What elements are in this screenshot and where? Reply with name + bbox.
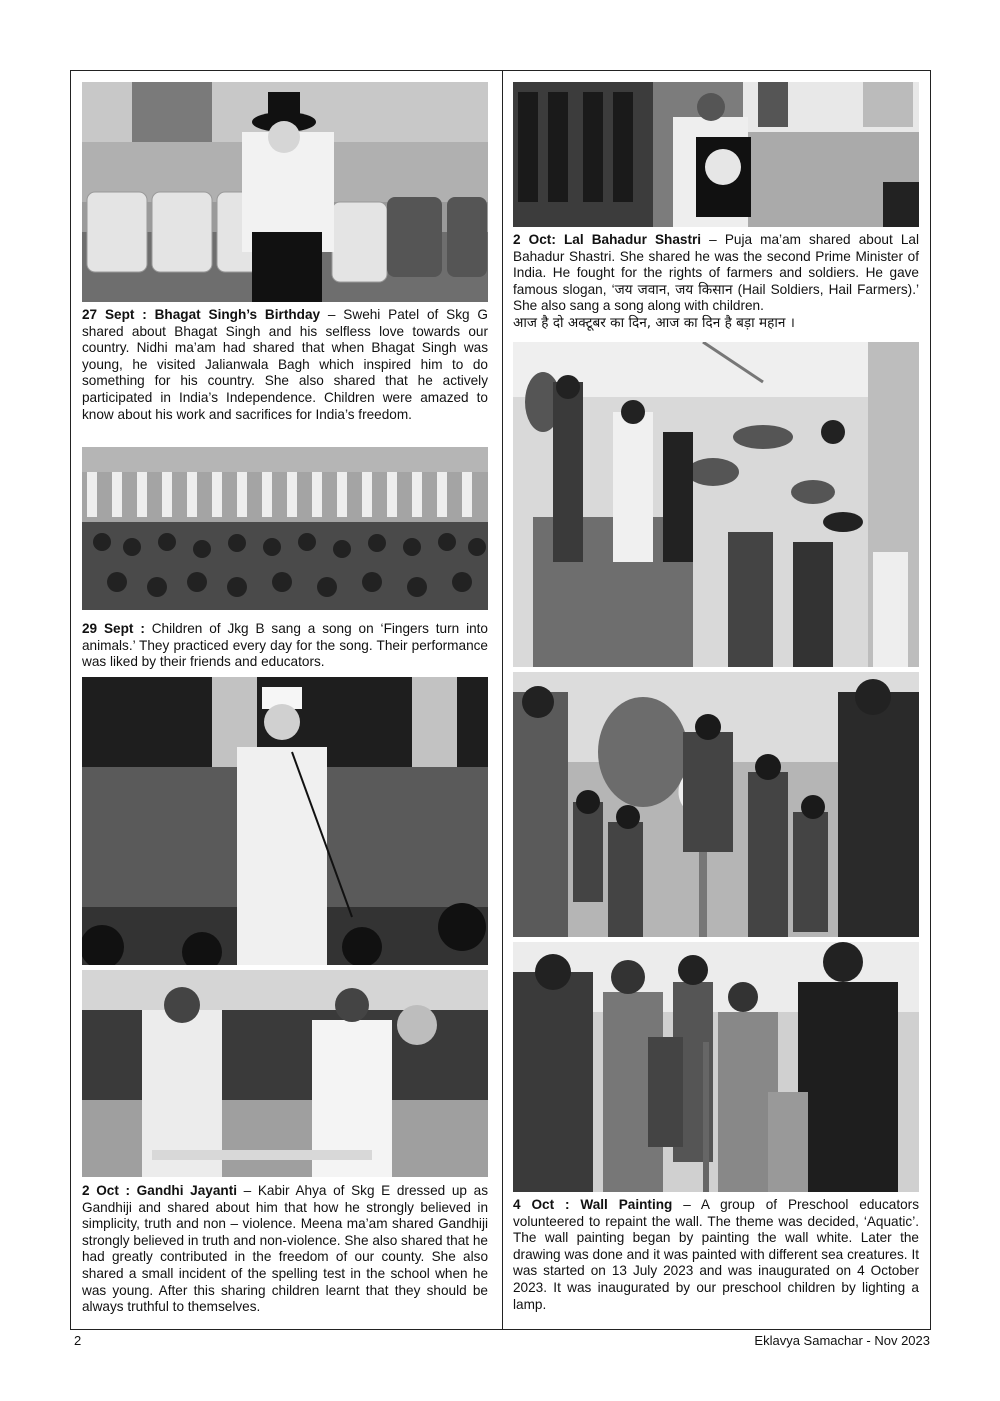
photo-shastri-portrait [513, 82, 919, 227]
page-number: 2 [74, 1333, 82, 1348]
caption-shastri-title: 2 Oct: Lal Bahadur Shastri [513, 232, 702, 247]
photo-jkg-song [82, 447, 488, 610]
photo-gandhi-child [82, 677, 488, 965]
caption-gandhi-jayanti-title: 2 Oct : Gandhi Jayanti [82, 1183, 237, 1198]
photo-gandhi-jayanti-educators [82, 970, 488, 1177]
photo-wall-painting [513, 342, 919, 667]
footer-publication: Eklavya Samachar - Nov 2023 [754, 1333, 930, 1348]
caption-jkg-song [82, 621, 488, 671]
caption-bhagat-singh-title: 27 Sept : Bhagat Singh’s Birthday [82, 307, 321, 322]
photo-bhagat-singh-child [82, 82, 488, 302]
caption-wall-painting [513, 1197, 919, 1313]
caption-jkg-song-title: 29 Sept : [82, 621, 145, 636]
caption-bhagat-singh-body: – Swehi Patel of Skg G shared about Bhagat Singh and his selfless love towards our country. Nidhi ma’am had shared that when Bhagat Singh was young, he visited Jalianwala Bagh which inspired him to do something for his country. She also shared that he actively participated in India’s Independence. Children were amazed to know about his work and sacrifices for India’s freedom. [82, 307, 488, 422]
caption-wall-painting-title: 4 Oct : Wall Painting [513, 1197, 673, 1212]
caption-jkg-song-body: Children of Jkg B sang a song on ‘Fingers turn into animals.’ They practiced every day for the song. Their performance was liked by their friends and educators. [82, 621, 488, 670]
caption-gandhi-jayanti [82, 1183, 488, 1316]
caption-wall-painting-body: – A group of Preschool educators volunteered to repaint the wall. The theme was decided, ‘Aquatic’. The wall painting began by painting the wall white. Later the drawing was done and it was painted with different sea creatures. It was started on 13 July 2023 and was inaugurated on 4 October 2023. It was inaugurated by our preschool children by lighting a lamp. [513, 1197, 919, 1312]
photo-inauguration-children [513, 942, 919, 1192]
caption-bhagat-singh [82, 307, 488, 423]
caption-shastri-body: – Puja ma’am shared about Lal Bahadur Shastri. She shared he was the second Prime Minister of India. He fought for the rights of farmers and soldiers. He gave famous slogan, ‘जय जवान, जय किसान (Hail Soldiers, Hail Farmers).’ She also sang a song along with children. [513, 232, 919, 314]
column-divider [502, 70, 503, 1330]
caption-shastri [513, 232, 919, 332]
caption-gandhi-jayanti-body: – Kabir Ahya of Skg E dressed up as Gandhiji and shared about him that how he strongly believed in simplicity, truth and non – violence. Meena ma’am shared Gandhiji strongly believed in truth and non-violence. She also shared that he had greatly contributed in the freedom of our county. She also shared a small incident of the spelling test in the school when he was young. After this sharing children learnt that they should be always truthful to themselves. [82, 1183, 488, 1315]
photo-lamp-lighting [513, 672, 919, 937]
caption-shastri-hindi-line: आज है दो अक्टूबर का दिन, आज का दिन है बड़ा महान । [513, 314, 795, 331]
